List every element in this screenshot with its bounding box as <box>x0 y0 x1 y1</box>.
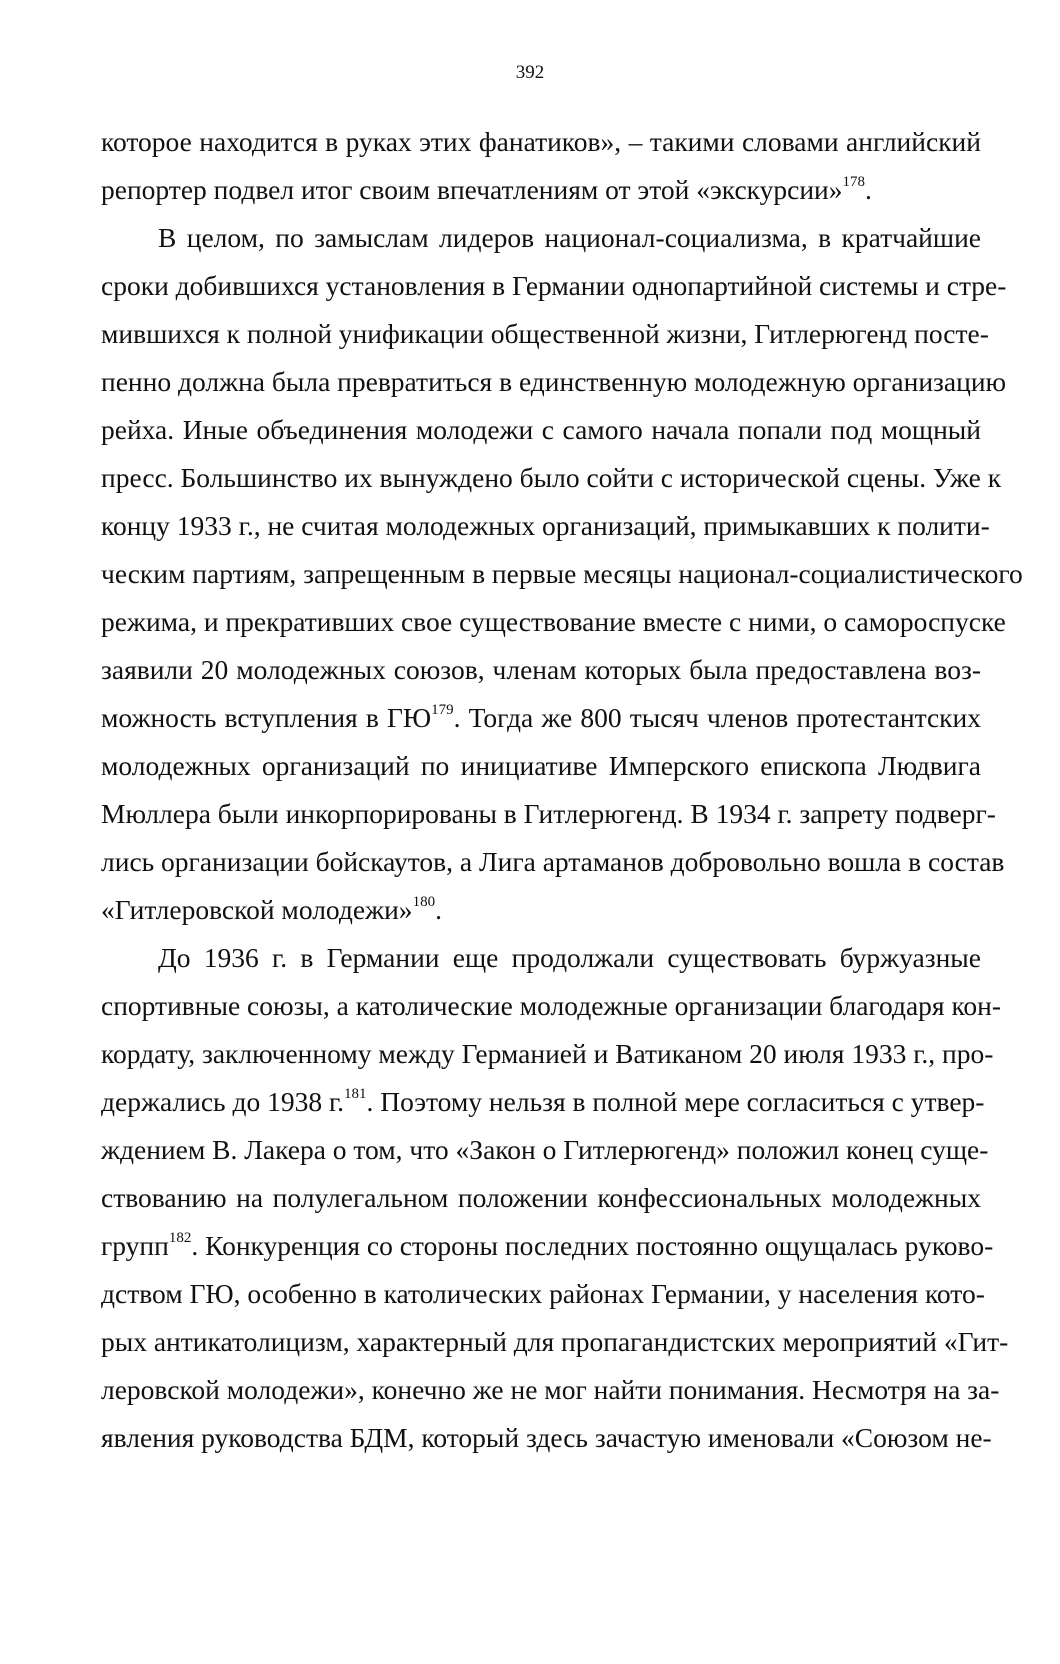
text-line <box>101 1030 994 1078</box>
text-segment: ческим партиям, запрещенным в первые месяцы национал-социалистического <box>101 558 1023 589</box>
text-line <box>101 790 996 838</box>
text-line <box>101 886 981 934</box>
text-segment: мившихся к полной унификации общественной жизни, Гитлерюгенд посте- <box>101 318 989 349</box>
text-segment: лись организации бойскаутов, а Лига артаманов добровольно вошла в состав <box>101 846 1005 877</box>
text-line <box>101 166 981 214</box>
footnote-ref: 179 <box>431 702 454 718</box>
body-text <box>101 118 1023 1462</box>
text-line <box>101 502 990 550</box>
text-line <box>101 742 981 790</box>
paragraph <box>101 118 981 214</box>
text-line <box>101 646 981 694</box>
text-segment: режима, и прекративших свое существование вместе с ними, о самороспуске <box>101 606 1006 637</box>
text-line <box>101 1222 994 1270</box>
text-line <box>101 1126 989 1174</box>
text-segment: . <box>435 894 442 925</box>
text-segment: До 1936 г. в Германии еще продолжали существовать буржуазные <box>158 942 981 973</box>
text-segment: «Гитлеровской молодежи» <box>101 894 413 925</box>
text-line <box>101 1174 981 1222</box>
text-line <box>101 598 1006 646</box>
text-segment: леровской молодежи», конечно же не мог найти понимания. Несмотря на за- <box>101 1374 1000 1405</box>
text-line <box>101 1366 1000 1414</box>
text-line <box>101 1078 985 1126</box>
footnote-ref: 178 <box>842 174 866 190</box>
paragraph <box>101 214 1023 934</box>
text-line <box>101 214 981 262</box>
text-line <box>101 310 989 358</box>
text-line <box>101 934 981 982</box>
paragraph <box>101 934 1009 1462</box>
text-segment: концу 1933 г., не считая молодежных организаций, примыкавших к полити- <box>101 510 990 541</box>
text-line <box>101 1270 985 1318</box>
text-segment: заявили 20 молодежных союзов, членам которых была предоставлена воз- <box>101 654 981 685</box>
text-line <box>101 358 1007 406</box>
text-segment: рейха. Иные объединения молодежи с самого начала попали под мощный <box>101 414 981 445</box>
text-segment: групп <box>101 1230 169 1261</box>
text-segment: . Тогда же 800 тысяч членов протестантских <box>453 702 981 733</box>
page-number: 392 <box>515 62 545 83</box>
text-line <box>101 550 1023 598</box>
text-segment: которое находится в руках этих фанатиков», – такими словами английский <box>101 126 981 157</box>
text-segment: можность вступления в ГЮ <box>101 702 432 733</box>
text-segment: рых антикатолицизм, характерный для пропагандистских мероприятий «Гит- <box>101 1326 1009 1357</box>
text-segment: сроки добившихся установления в Германии однопартийной системы и стре- <box>101 270 1007 301</box>
text-line <box>101 406 981 454</box>
text-line <box>101 1318 1009 1366</box>
text-line <box>101 262 1007 310</box>
text-line <box>101 838 1005 886</box>
text-segment: Мюллера были инкорпорированы в Гитлерюгенд. В 1934 г. запрету подверг- <box>101 798 996 829</box>
footnote-ref: 182 <box>168 1230 192 1246</box>
text-segment: явления руководства БДМ, который здесь зачастую именовали «Союзом не- <box>101 1422 992 1453</box>
text-segment: пенно должна была превратиться в единственную молодежную организацию <box>101 366 1007 397</box>
text-segment: пресс. Большинство их вынуждено было сойти с исторической сцены. Уже к <box>101 462 1002 493</box>
text-segment: держались до 1938 г. <box>101 1086 345 1117</box>
text-segment: молодежных организаций по инициативе Имперского епископа Людвига <box>101 750 981 781</box>
text-segment: . <box>865 174 872 205</box>
text-segment: ждением В. Лакера о том, что «Закон о Гитлерюгенд» положил конец суще- <box>101 1134 989 1165</box>
text-line <box>101 1414 992 1462</box>
footnote-ref: 180 <box>412 894 436 910</box>
text-line <box>101 982 1002 1030</box>
footnote-ref: 181 <box>344 1086 367 1102</box>
text-segment: репортер подвел итог своим впечатлениям от этой «экскурсии» <box>101 174 843 205</box>
text-segment: . Поэтому нельзя в полной мере согласиться с утвер- <box>366 1086 985 1117</box>
text-line <box>101 454 1002 502</box>
text-segment: кордату, заключенному между Германией и Ватиканом 20 июля 1933 г., про- <box>101 1038 994 1069</box>
text-segment: дством ГЮ, особенно в католических районах Германии, у населения кото- <box>101 1278 985 1309</box>
text-segment: В целом, по замыслам лидеров национал-социализма, в кратчайшие <box>158 222 981 253</box>
text-line <box>101 694 981 742</box>
text-line <box>101 118 981 166</box>
text-segment: ствованию на полулегальном положении конфессиональных молодежных <box>101 1182 981 1213</box>
text-segment: . Конкуренция со стороны последних постоянно ощущалась руково- <box>191 1230 994 1261</box>
text-segment: спортивные союзы, а католические молодежные организации благодаря кон- <box>101 990 1002 1021</box>
